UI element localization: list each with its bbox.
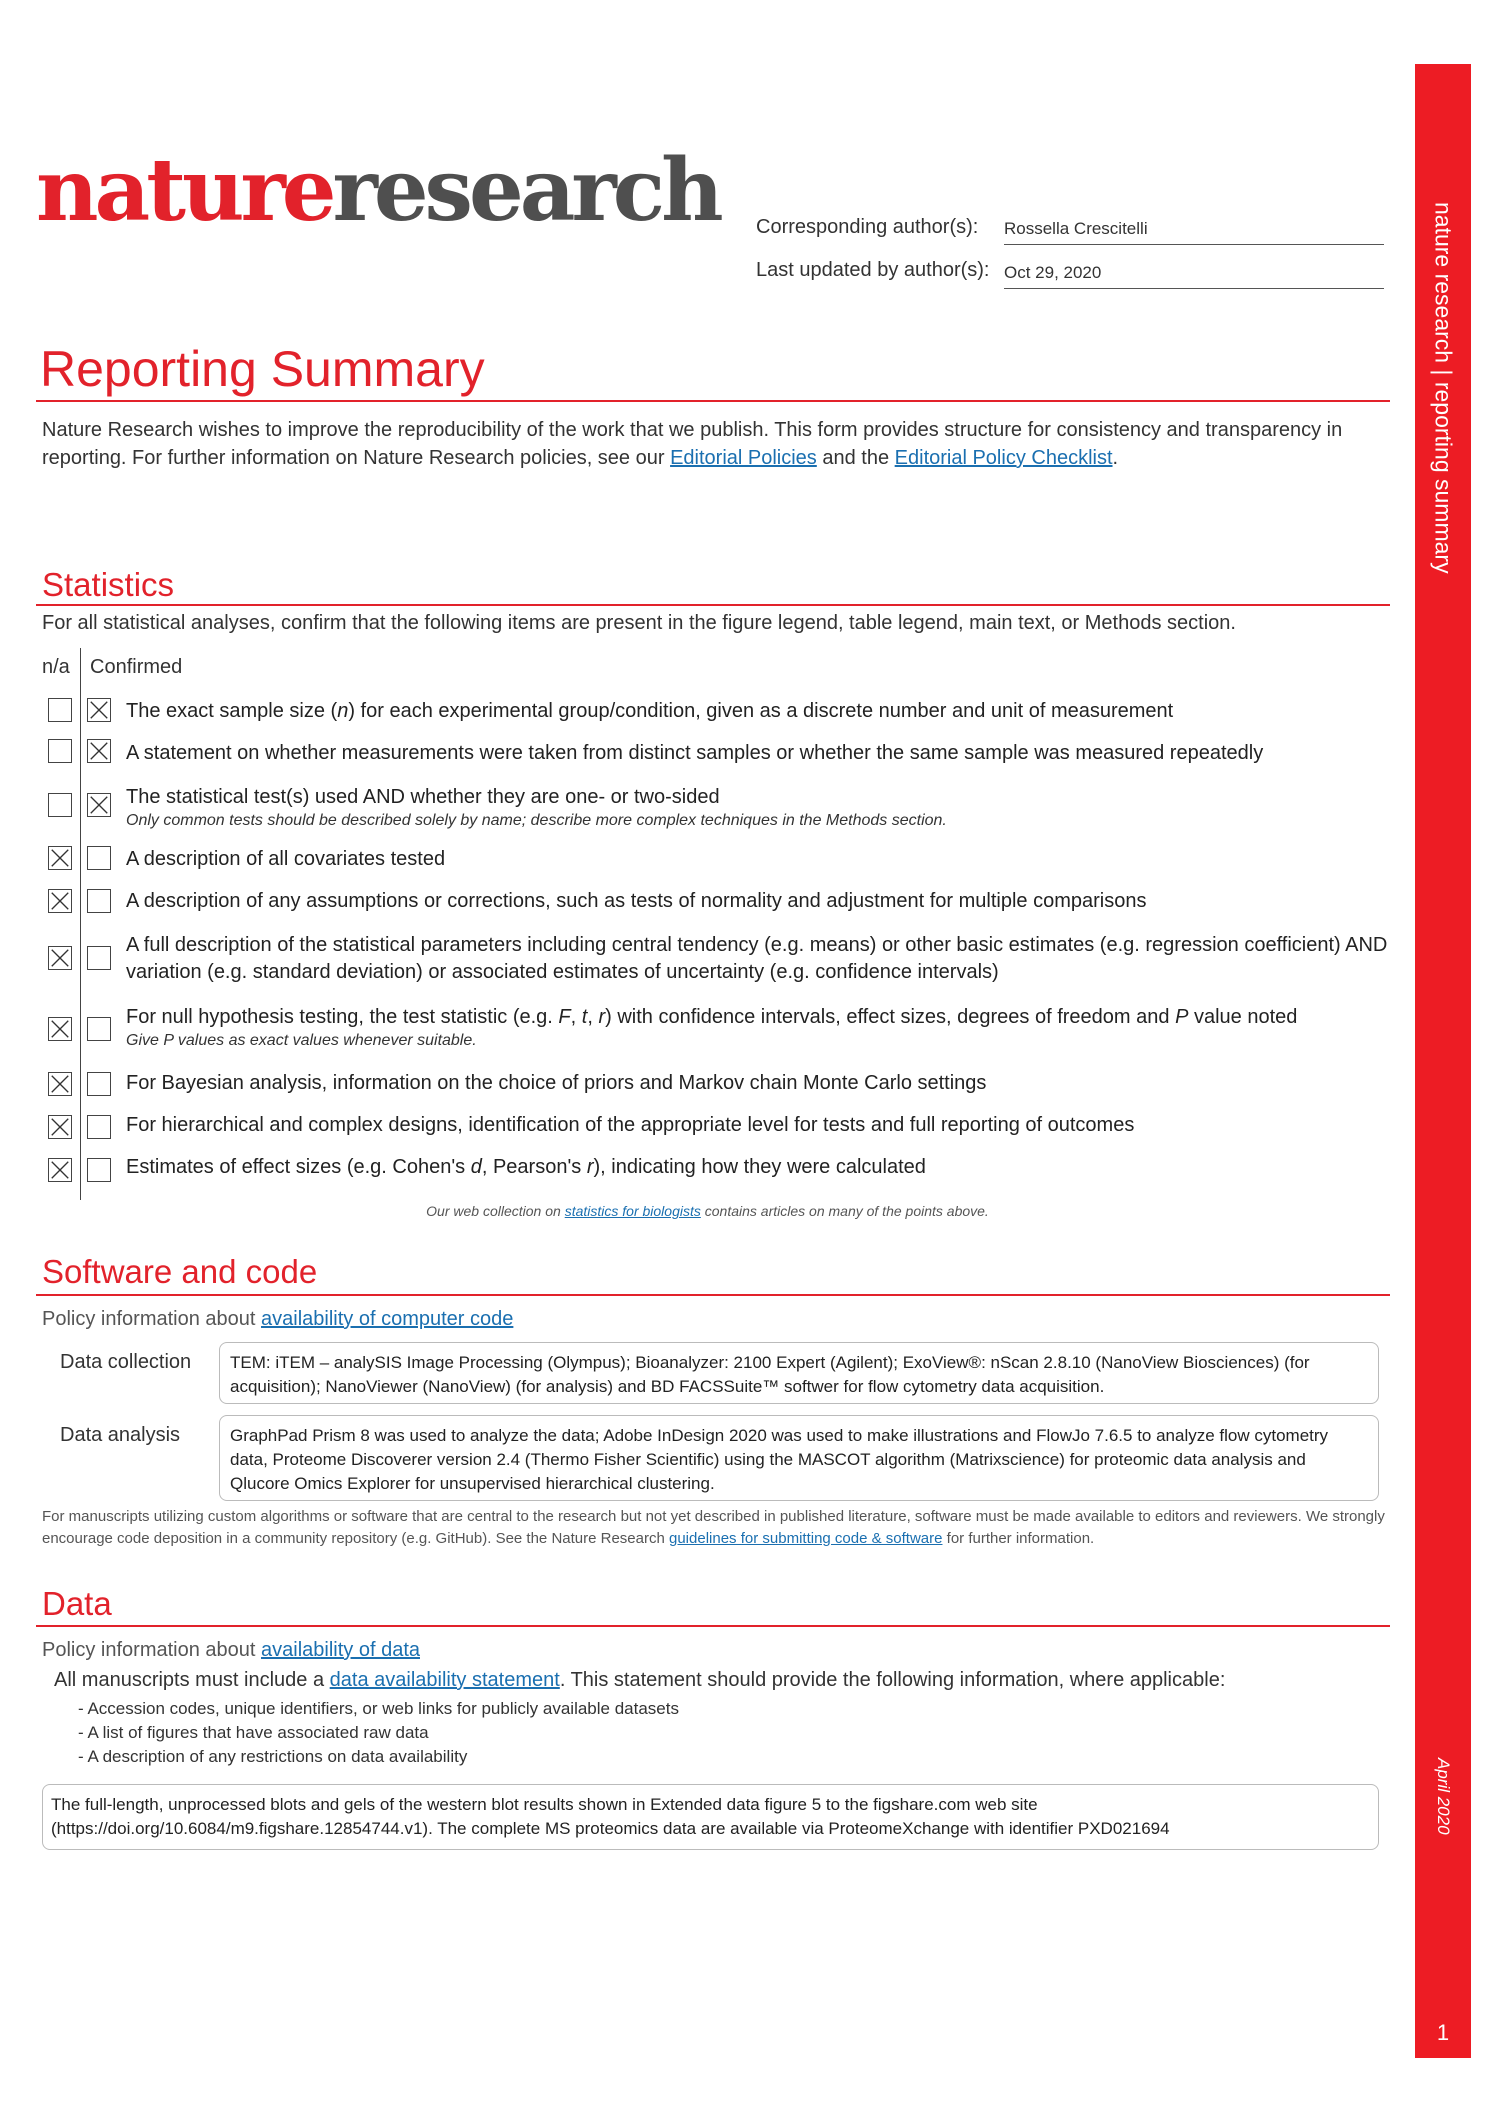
checklist-item <box>126 1004 1388 1051</box>
confirmed-checkbox[interactable] <box>87 889 111 913</box>
confirmed-checkbox[interactable] <box>87 1158 111 1182</box>
software-title: Software and code <box>42 1253 318 1290</box>
data-bullet: - Accession codes, unique identifiers, or web links for publicly available datasets <box>78 1699 679 1718</box>
software-note-text: For manuscripts utilizing custom algorithms or software that are central to the research but not yet described in published literature, software must be made available to editors and reviewers. We strongly encourage code deposition in a community repository (e.g. GitHub). See the Nature Research <box>42 1508 1385 1547</box>
col-confirmed-header: Confirmed <box>90 656 183 678</box>
checklist-item <box>126 1112 1388 1139</box>
checklist-item-segment: , <box>587 1006 599 1028</box>
confirmed-checkbox[interactable] <box>87 1115 111 1139</box>
checklist-item-symbol: P <box>1175 1006 1189 1028</box>
checklist-item-note: Give P values as exact values whenever suitable. <box>126 1032 477 1049</box>
na-checkbox[interactable] <box>48 1017 72 1041</box>
na-checkbox[interactable] <box>48 739 72 763</box>
checklist-item-text <box>126 932 1388 986</box>
statistics-footer <box>0 1203 1415 1219</box>
data-bullet: - A description of any restrictions on data availability <box>78 1747 468 1766</box>
checklist-item-text <box>126 888 1388 915</box>
confirmed-checkbox[interactable] <box>87 793 111 817</box>
checklist-item-segment: Estimates of effect sizes (e.g. Cohen's <box>126 1156 471 1178</box>
title-rule <box>36 400 1390 402</box>
checklist-item <box>126 740 1388 767</box>
checklist-item-text <box>126 1112 1388 1139</box>
software-note <box>42 1506 1387 1550</box>
checklist-item-text <box>126 1004 1388 1031</box>
checklist-item-segment: For Bayesian analysis, information on the choice of priors and Markov chain Monte Carlo settings <box>126 1072 987 1094</box>
na-checkbox[interactable] <box>48 889 72 913</box>
corresponding-author-label: Corresponding author(s): <box>756 216 979 238</box>
statistics-for-biologists-link[interactable]: statistics for biologists <box>564 1203 701 1219</box>
footer-text: Our web collection on <box>426 1203 565 1219</box>
checklist-item-text <box>126 698 1388 725</box>
confirmed-checkbox[interactable] <box>87 698 111 722</box>
checklist-item-text <box>126 740 1388 767</box>
checklist-item <box>126 888 1388 915</box>
checklist-item <box>126 932 1388 986</box>
intro-text-end: . <box>1112 447 1119 469</box>
logo-nature: nature <box>36 140 333 241</box>
checklist-item-segment: The exact sample size ( <box>126 700 338 722</box>
checklist-item <box>126 1070 1388 1097</box>
statistics-title: Statistics <box>42 566 175 603</box>
checklist-item-symbol: r <box>586 1156 594 1178</box>
statistics-rule <box>36 604 1390 606</box>
band-title: nature research | reporting summary <box>1430 202 1457 574</box>
checklist-item-symbol: n <box>337 700 349 722</box>
checklist-item-symbol: d <box>470 1156 482 1178</box>
data-bullet: - A list of figures that have associated raw data <box>78 1723 429 1742</box>
checklist-item-segment: , Pearson's <box>481 1156 587 1178</box>
footer-text-end: contains articles on many of the points above. <box>700 1203 989 1219</box>
na-checkbox[interactable] <box>48 698 72 722</box>
checklist-item-segment: For hierarchical and complex designs, identification of the appropriate level for tests and full reporting of outcomes <box>126 1114 1135 1136</box>
checklist-item-segment: value noted <box>1188 1006 1298 1028</box>
checklist-item-segment: ) for each experimental group/condition, given as a discrete number and unit of measurement <box>348 700 1174 722</box>
code-guidelines-link[interactable]: guidelines for submitting code & software <box>669 1530 943 1547</box>
intro-text: Nature Research wishes to improve the reproducibility of the work that we publish. This form provides structure for consistency and transparency in reporting. For further information on Nature Research policies, see our <box>42 419 1343 469</box>
page-number: 1 <box>1436 2020 1450 2045</box>
checklist-item-symbol: t <box>581 1006 588 1028</box>
checklist-item-segment: A description of any assumptions or corrections, such as tests of normality and adjustment for multiple comparisons <box>126 890 1147 912</box>
col-na-header: n/a <box>42 656 70 678</box>
checklist-item-segment: ), indicating how they were calculated <box>593 1156 926 1178</box>
page-title: Reporting Summary <box>40 341 485 397</box>
data-analysis-label: Data analysis <box>60 1424 181 1446</box>
confirmed-checkbox[interactable] <box>87 846 111 870</box>
checklist-item-segment: ) with confidence intervals, effect sizes, degrees of freedom and <box>605 1006 1176 1028</box>
data-statement-end: . This statement should provide the following information, where applicable: <box>559 1669 1226 1691</box>
confirmed-checkbox[interactable] <box>87 1072 111 1096</box>
last-updated-field[interactable]: Oct 29, 2020 <box>1004 263 1384 289</box>
confirmed-checkbox[interactable] <box>87 1017 111 1041</box>
data-policy-text: Policy information about <box>42 1639 262 1661</box>
checklist-item <box>126 698 1388 725</box>
intro-paragraph <box>42 416 1387 472</box>
checklist-item-text <box>126 846 1388 873</box>
software-policy-text: Policy information about <box>42 1308 262 1330</box>
data-collection-field[interactable]: TEM: iTEM – analySIS Image Processing (Olympus); Bioanalyzer: 2100 Expert (Agilent); ExoView®: nScan 2.8.10 (NanoView Biosciences) (for acquisition); NanoViewer (NanoView) (for analysis) and BD FACSSuite™ softwer for flow cytometry data acquisition. <box>219 1342 1379 1404</box>
checklist-item-symbol: r <box>598 1006 606 1028</box>
statistics-instruction: For all statistical analyses, confirm that the following items are present in the figure legend, table legend, main text, or Methods section. <box>42 612 1236 634</box>
checklist-item-segment: The statistical test(s) used AND whether they are one- or two-sided <box>126 786 720 808</box>
na-checkbox[interactable] <box>48 846 72 870</box>
checklist-item-segment: A statement on whether measurements were taken from distinct samples or whether the same sample was measured repeatedly <box>126 742 1264 764</box>
editorial-policies-link[interactable]: Editorial Policies <box>670 447 817 469</box>
data-rule <box>36 1625 1390 1627</box>
data-collection-label: Data collection <box>60 1351 192 1373</box>
checklist-item-text <box>126 1154 1388 1181</box>
checklist-item-segment: For null hypothesis testing, the test statistic (e.g. <box>126 1006 559 1028</box>
na-checkbox[interactable] <box>48 1158 72 1182</box>
checklist-item-text <box>126 784 1388 811</box>
intro-text-middle: and the <box>816 447 895 469</box>
checklist-item-segment: A full description of the statistical parameters including central tendency (e.g. means) or other basic estimates (e.g. regression coefficient) AND variation (e.g. standard deviation) or associated estimates of uncertainty (e.g. confidence intervals) <box>126 934 1388 983</box>
data-availability-field[interactable]: The full-length, unprocessed blots and gels of the western blot results shown in Extended data figure 5 to the figshare.com web site (https://doi.org/10.6084/m9.figshare.12854744.v1). The complete MS proteomics data are available via ProteomeXchange with identifier PXD021694 <box>42 1784 1379 1850</box>
data-analysis-field[interactable]: GraphPad Prism 8 was used to analyze the data; Adobe InDesign 2020 was used to make illustrations and FlowJo 7.6.5 to analyze flow cytometry data, Proteome Discoverer version 2.4 (Thermo Fisher Scientific) using the MASCOT algorithm (Matrixscience) for proteomic data analysis and Qlucore Omics Explorer for unsupervised hierarchical clustering. <box>219 1415 1379 1501</box>
confirmed-checkbox[interactable] <box>87 946 111 970</box>
data-statement <box>54 1669 1225 1692</box>
checklist-divider <box>80 648 81 1200</box>
checklist-item-segment: A description of all covariates tested <box>126 848 446 870</box>
software-policy <box>42 1308 513 1331</box>
editorial-policy-checklist-link[interactable]: Editorial Policy Checklist <box>894 447 1113 469</box>
data-availability-statement-link[interactable]: data availability statement <box>329 1669 560 1691</box>
checklist-item <box>126 846 1388 873</box>
checklist-item-segment: , <box>570 1006 582 1028</box>
software-note-end: for further information. <box>942 1530 1095 1547</box>
logo-research: research <box>332 140 720 241</box>
nature-research-logo <box>36 140 720 241</box>
checklist-item-note: Only common tests should be described solely by name; describe more complex techniques in the Methods section. <box>126 812 947 829</box>
data-statement-text: All manuscripts must include a <box>54 1669 330 1691</box>
corresponding-author-field[interactable]: Rossella Crescitelli <box>1004 219 1384 245</box>
checklist-item <box>126 1154 1388 1181</box>
availability-of-data-link[interactable]: availability of data <box>261 1639 420 1661</box>
na-checkbox[interactable] <box>48 1072 72 1096</box>
checklist-item <box>126 784 1388 831</box>
na-checkbox[interactable] <box>48 1115 72 1139</box>
checklist-item-symbol: F <box>558 1006 571 1028</box>
data-policy <box>42 1639 420 1662</box>
band-date: April 2020 <box>1434 1758 1453 1835</box>
computer-code-link[interactable]: availability of computer code <box>261 1308 514 1330</box>
last-updated-label: Last updated by author(s): <box>756 259 990 281</box>
data-title: Data <box>42 1585 112 1622</box>
checklist-item-text <box>126 1070 1388 1097</box>
na-checkbox[interactable] <box>48 793 72 817</box>
side-band <box>1415 64 1471 2058</box>
software-rule <box>36 1294 1390 1296</box>
na-checkbox[interactable] <box>48 946 72 970</box>
confirmed-checkbox[interactable] <box>87 739 111 763</box>
